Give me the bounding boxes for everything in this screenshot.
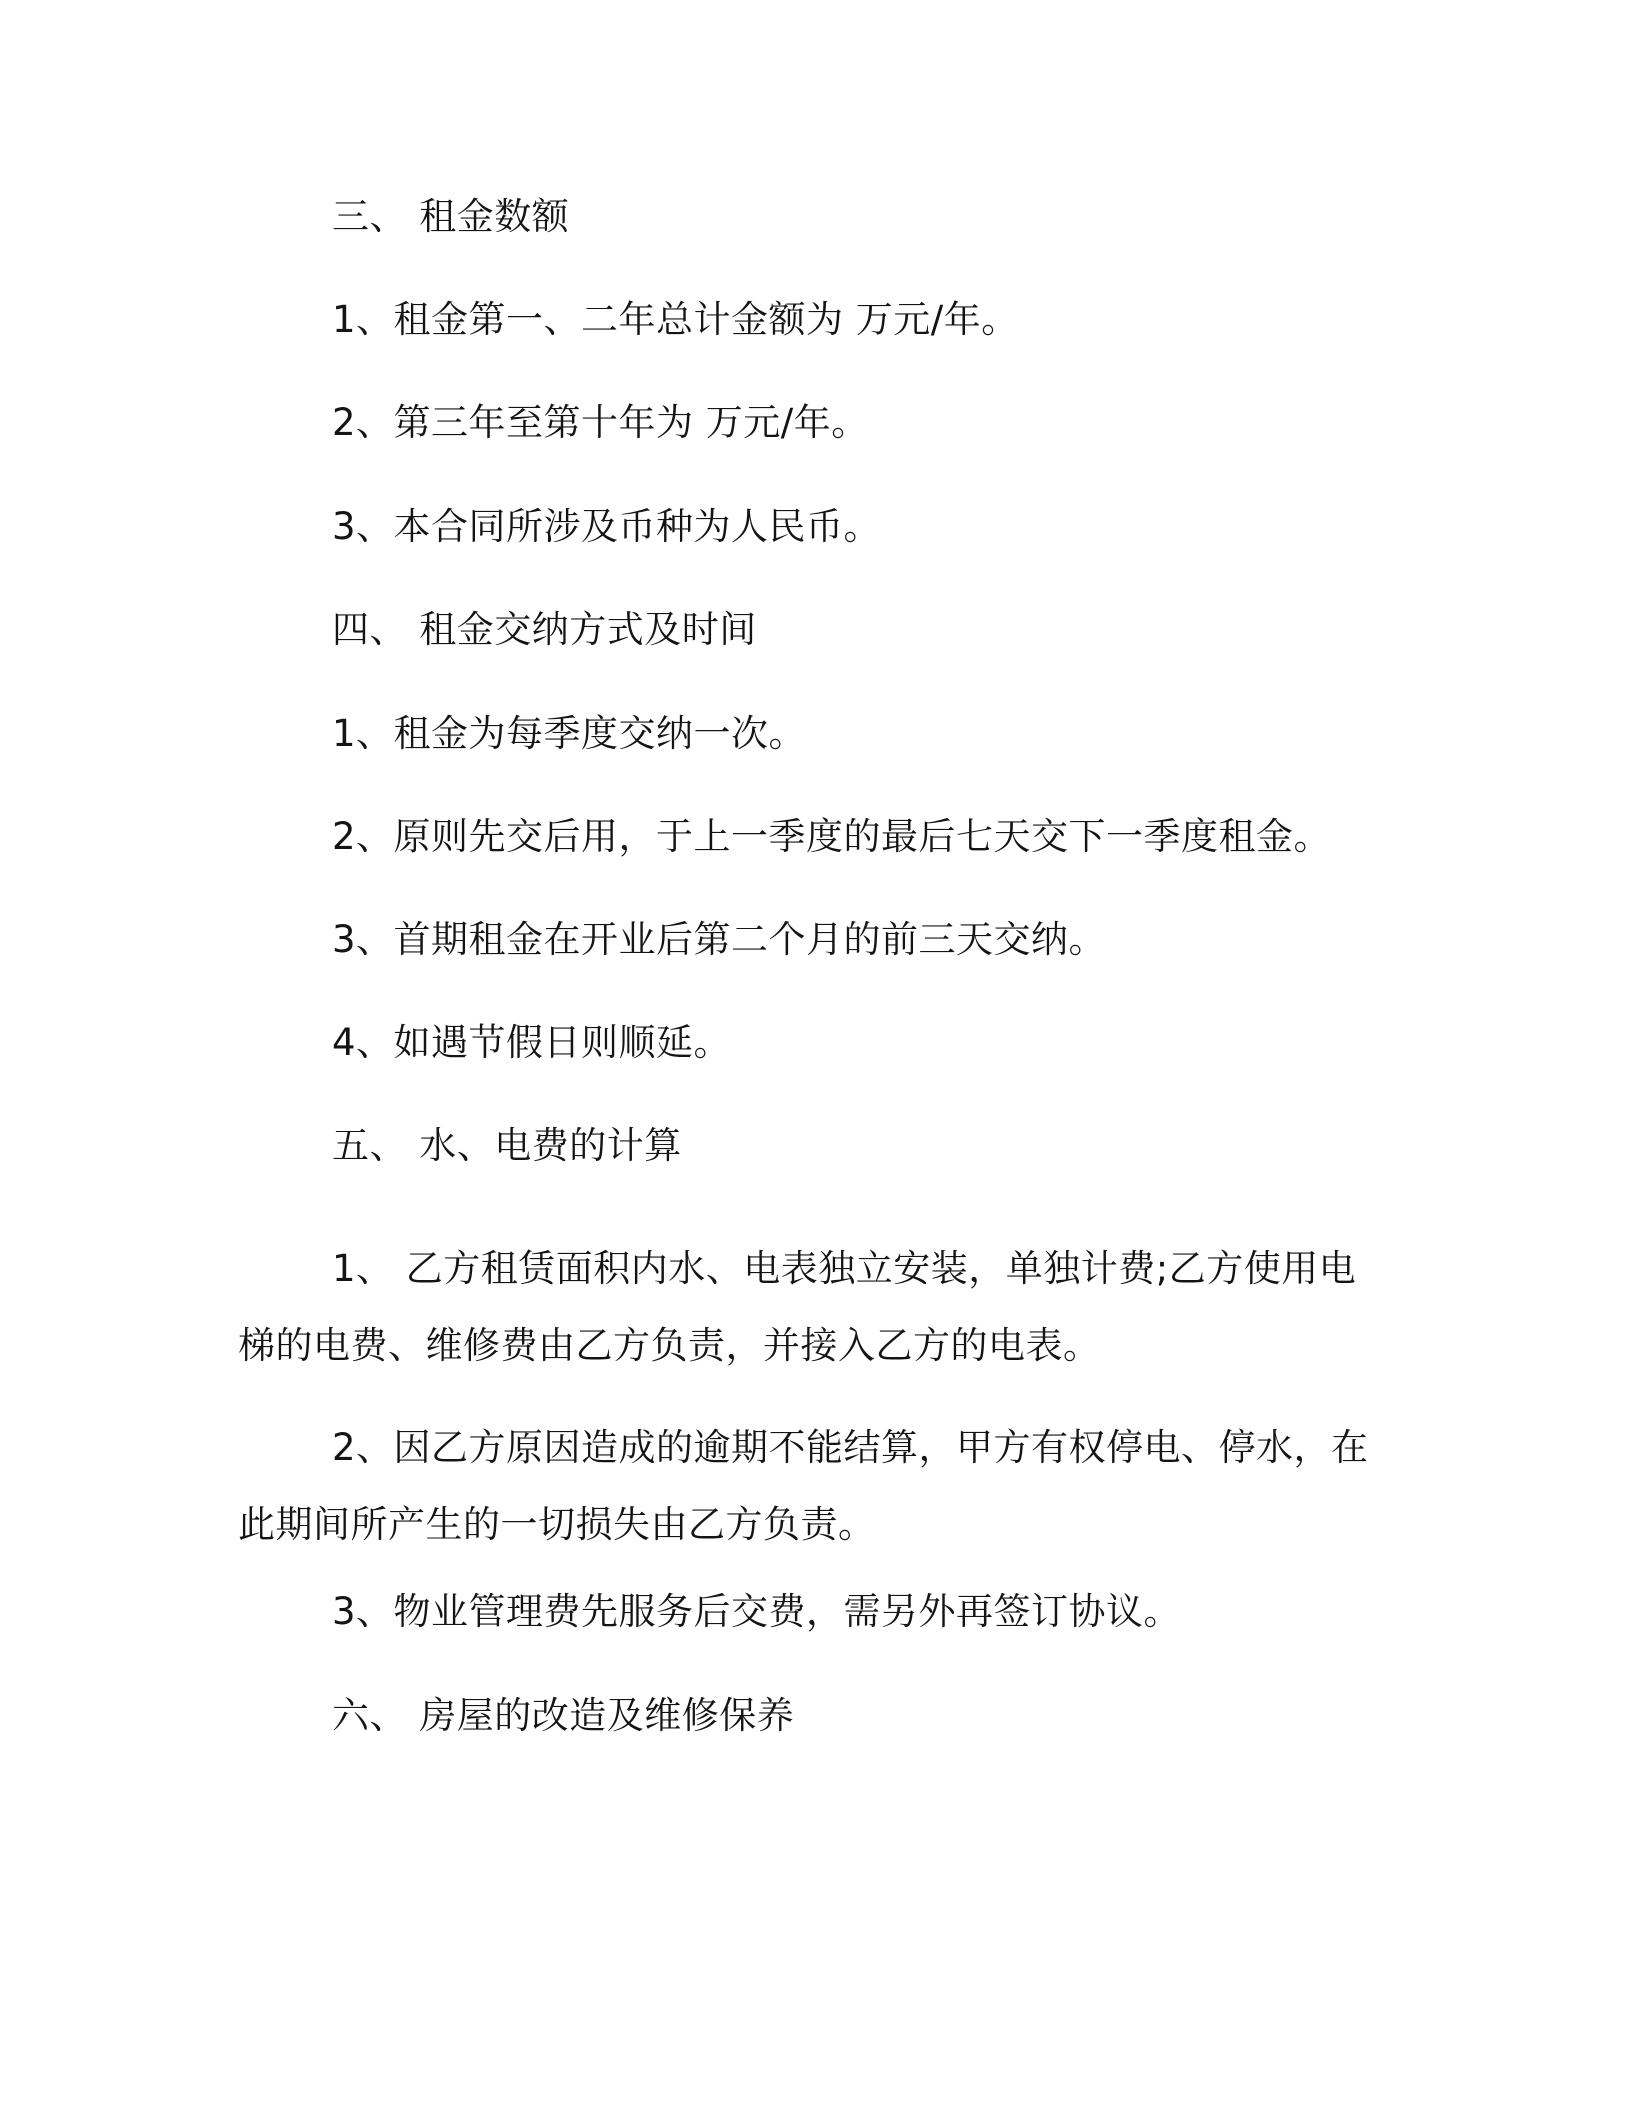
paragraph-3-3: 3、本合同所涉及币种为人民币。 <box>332 505 882 548</box>
section-heading-3: 三、 租金数额 <box>332 195 570 238</box>
paragraph-4-1: 1、租金为每季度交纳一次。 <box>332 712 807 755</box>
paragraph-5-1: 1、 乙方租赁面积内水、电表独立安装，单独计费;乙方使用电梯的电费、维修费由乙方负责，并接入乙方的电表。 <box>238 1247 1357 1367</box>
paragraph-4-2: 2、原则先交后用，于上一季度的最后七天交下一季度租金。 <box>332 815 1332 858</box>
paragraph-4-3: 3、首期租金在开业后第二个月的前三天交纳。 <box>332 918 1107 961</box>
section-heading-6: 六、 房屋的改造及维修保养 <box>332 1694 795 1737</box>
paragraph-5-2: 2、因乙方原因造成的逾期不能结算，甲方有权停电、停水，在此期间所产生的一切损失由乙方负责。 <box>238 1426 1369 1546</box>
paragraph-4-4: 4、如遇节假日则顺延。 <box>332 1021 732 1064</box>
section-heading-4: 四、 租金交纳方式及时间 <box>332 608 757 651</box>
section-heading-5: 五、 水、电费的计算 <box>332 1124 682 1167</box>
paragraph-5-3: 3、物业管理费先服务后交费，需另外再签订协议。 <box>332 1590 1182 1633</box>
paragraph-3-1: 1、租金第一、二年总计金额为 万元/年。 <box>332 298 1019 341</box>
paragraph-3-2: 2、第三年至第十年为 万元/年。 <box>332 401 869 444</box>
